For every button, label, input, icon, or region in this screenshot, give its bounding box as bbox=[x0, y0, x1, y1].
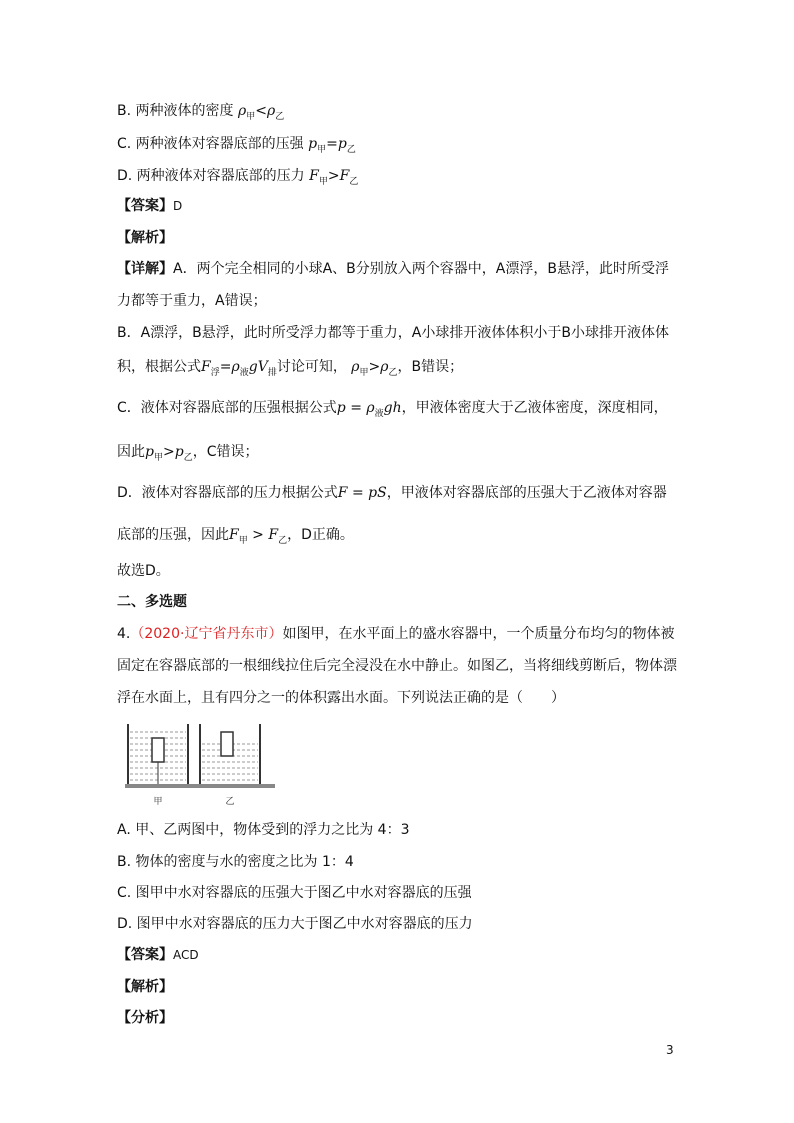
object-jia bbox=[152, 738, 164, 762]
q3-conclusion: 故选D。 bbox=[117, 563, 170, 579]
container-jia bbox=[128, 724, 188, 784]
q3-detail-d-line2: 底部的压强，因此$F_甲 > F_乙$，D正确。 bbox=[117, 527, 354, 546]
q3-option-c: C. 两种液体对容器底部的压强 $p_甲=p_乙$ bbox=[117, 136, 356, 155]
q3-detail-c-line2: 因此$p_甲>p_乙$，C错误； bbox=[117, 444, 259, 463]
q3-option-b: B. 两种液体的密度 $\rho_甲<\rho_乙$ bbox=[117, 103, 285, 122]
q4-option-b: B. 物体的密度与水的密度之比为 1：4 bbox=[117, 854, 354, 870]
q4-stem-line2: 固定在容器底部的一根细线拉住后完全浸没在水中静止。如图乙，当将细线剪断后，物体漂 bbox=[117, 658, 677, 674]
q3-answer: 【答案】D bbox=[117, 198, 183, 214]
section-title: 二、多选题 bbox=[117, 594, 187, 610]
q4-option-d: D. 图甲中水对容器底的压力大于图乙中水对容器底的压力 bbox=[117, 916, 473, 932]
object-yi bbox=[221, 732, 233, 756]
q4-answer: 【答案】ACD bbox=[117, 947, 199, 963]
q3-detail-a-line2: 力都等于重力，A错误； bbox=[117, 293, 267, 309]
q3-option-d: D. 两种液体对容器底部的压力 $F_甲>F_乙$ bbox=[117, 168, 359, 187]
q4-option-c: C. 图甲中水对容器底的压强大于图乙中水对容器底的压强 bbox=[117, 885, 472, 901]
q3-detail-b-line2: 积，根据公式$F_浮=\rho_液gV_排$讨论可知， $\rho_甲>\rho_乙$，B错误； bbox=[117, 359, 464, 378]
q3-detail-b-line1: B．A漂浮，B悬浮，此时所受浮力都等于重力，A小球排开液体体积小于B小球排开液体体 bbox=[117, 325, 669, 341]
q4-option-a: A. 甲、乙两图中，物体受到的浮力之比为 4：3 bbox=[117, 822, 410, 838]
q3-detail-d-line1: D．液体对容器底部的压力根据公式F = pS，甲液体对容器底部的压强大于乙液体对容器 bbox=[117, 485, 667, 501]
ground bbox=[125, 784, 275, 788]
q3-detail-c-line1: C．液体对容器底部的压强根据公式$p = \rho_液gh$，甲液体密度大于乙液体密度，深度相同， bbox=[117, 400, 668, 419]
containers-figure bbox=[125, 722, 275, 808]
q4-stem-line1: 4.（2020·辽宁省丹东市）如图甲，在水平面上的盛水容器中，一个质量分布均匀的物体被 bbox=[117, 626, 675, 642]
q4-analysis-sub-label: 【分析】 bbox=[117, 1010, 173, 1026]
q4-stem-line3: 浮在水面上，且有四分之一的体积露出水面。下列说法正确的是（ ） bbox=[117, 690, 565, 706]
label-jia: 甲 bbox=[153, 797, 163, 807]
page-number: 3 bbox=[666, 1043, 674, 1057]
q3-analysis-label: 【解析】 bbox=[117, 230, 173, 246]
q4-analysis-label: 【解析】 bbox=[117, 979, 173, 995]
container-yi bbox=[200, 724, 260, 784]
q3-detail-a-line1: 【详解】A．两个完全相同的小球A、B分别放入两个容器中，A漂浮，B悬浮，此时所受浮 bbox=[117, 261, 669, 277]
label-yi: 乙 bbox=[225, 797, 235, 807]
